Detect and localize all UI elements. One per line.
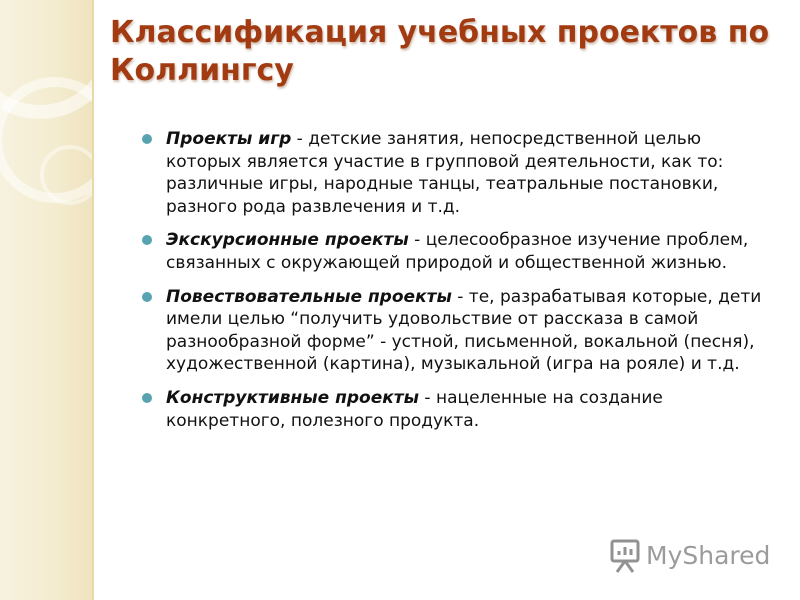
bullet-text: - те, разрабатывая которые, дети имели целью “получить удовольствие от рассказа в самой разнообразной форме” - устной, письменной, вокальной (песня), художественной (картина), музыкальной (игра на рояле) и т.д.: [166, 286, 762, 375]
slide-title: Классификация учебных проектов по Коллингсу: [110, 15, 770, 88]
bullet-text: - нацеленные на создание конкретного, полезного продукта.: [166, 387, 663, 431]
bullet-text: - детские занятия, непосредственной целью которых является участие в групповой деятельности, как то: различные игры, народные танцы, театральные постановки, разного рода развлечения и т.д.: [166, 129, 724, 217]
bullet-list: [140, 128, 770, 443]
bullet-marker: [142, 393, 152, 403]
watermark-logo: [604, 535, 774, 575]
bullet-text: - целесообразное изучение проблем, связанных с окружающей природой и общественной жизнью.: [166, 230, 749, 273]
list-item: [140, 286, 770, 376]
list-item: [140, 229, 770, 274]
list-item: [140, 387, 770, 432]
bullet-marker: [142, 235, 152, 245]
myshared-watermark: [604, 535, 774, 575]
watermark-text: MyShared: [646, 541, 771, 570]
bullet-term: Конструктивные проекты: [166, 387, 420, 408]
bullet-term: Проекты игр: [166, 129, 292, 149]
bullet-term: Повествовательные проекты: [166, 286, 452, 307]
decorative-rings: [0, 0, 94, 230]
bullet-marker: [142, 134, 152, 144]
bullet-term: Экскурсионные проекты: [166, 230, 409, 251]
presentation-board-icon: [612, 541, 638, 572]
decorative-side-panel: [0, 0, 94, 600]
bullet-marker: [142, 292, 152, 302]
list-item: [140, 128, 770, 218]
